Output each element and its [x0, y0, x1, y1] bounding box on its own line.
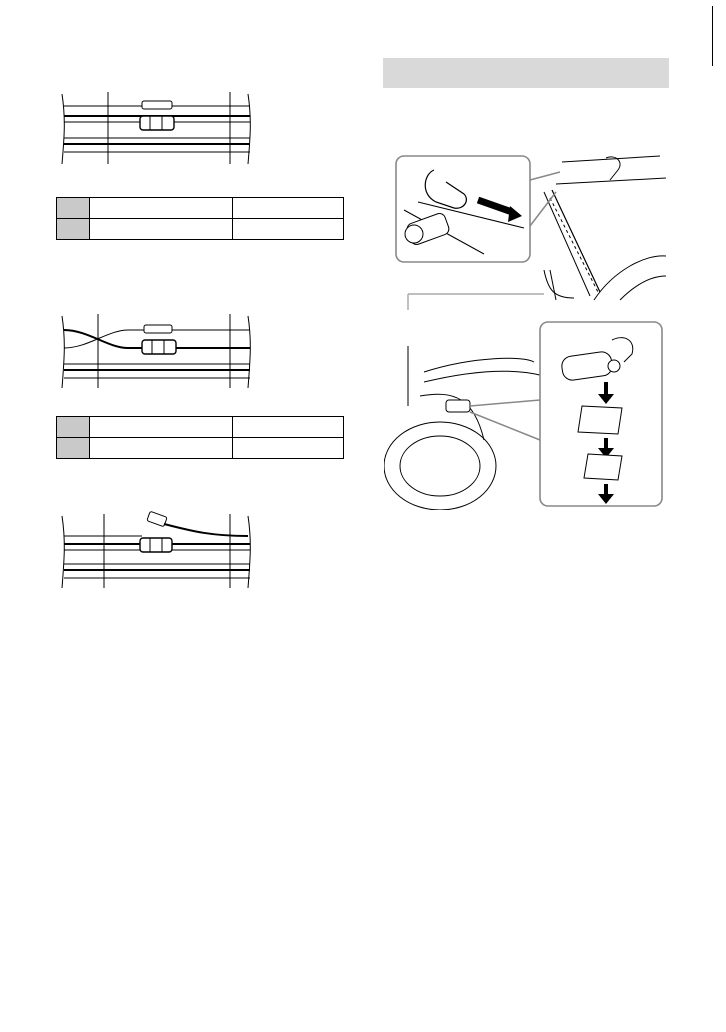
table-cell [233, 417, 344, 438]
table-row [57, 219, 344, 240]
microphone-installation-figure [384, 150, 666, 510]
table-cell [90, 198, 233, 219]
spec-table-1 [56, 197, 344, 240]
section-heading-bar [383, 58, 669, 88]
cable-connection-figure-1 [58, 90, 258, 166]
table-row [57, 198, 344, 219]
cable-connection-figure-3 [58, 506, 258, 590]
table-row [57, 417, 344, 438]
page-edge-mark [712, 6, 713, 66]
table-cell [57, 417, 90, 438]
table-row [57, 438, 344, 459]
table-cell [90, 417, 233, 438]
table-cell [233, 198, 344, 219]
spec-table-2 [56, 416, 344, 459]
table-cell [57, 198, 90, 219]
table-cell [233, 219, 344, 240]
cable-connection-figure-2 [58, 312, 258, 390]
table-cell [90, 219, 233, 240]
table-cell [57, 219, 90, 240]
table-cell [233, 438, 344, 459]
table-cell [90, 438, 233, 459]
table-cell [57, 438, 90, 459]
